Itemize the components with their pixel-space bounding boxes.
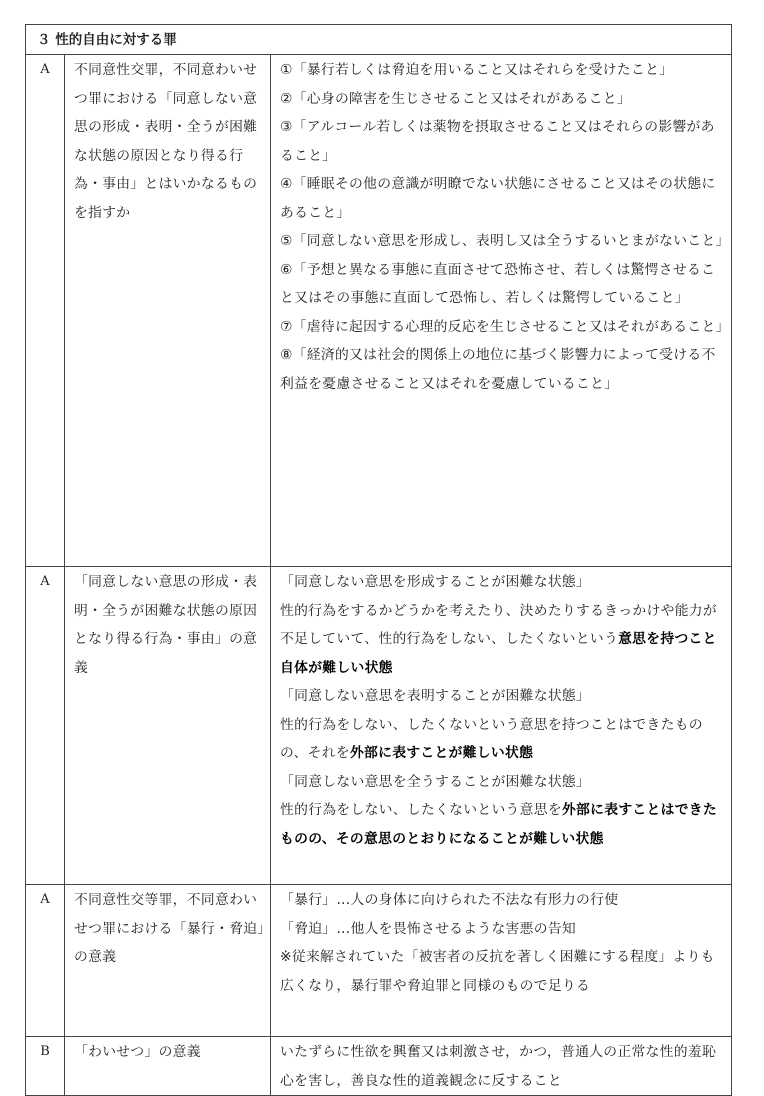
answer-item: 「暴行」…人の身体に向けられた不法な有形力の行使 — [280, 892, 619, 908]
importance-rank: A — [26, 885, 65, 1037]
answer-item: ④「睡眠その他の意識が明瞭でない状態にさせること又はその状態にあること」 — [280, 176, 716, 221]
topic-cell: 不同意性交等罪，不同意わいせつ罪における「暴行・脅迫」の意義 — [65, 885, 271, 1037]
topic-cell: 「同意しない意思の形成・表明・全うが困難な状態の原因となり得る行為・事由」の意義 — [65, 567, 271, 885]
answer-item: ②「心身の障害を生じさせること又はそれがあること」 — [280, 90, 631, 107]
emphasis: 外部に表すことはできたものの、その意思のとおりになることが難しい状態 — [280, 802, 718, 847]
answer-item: 「脅迫」…他人を畏怖させるような害悪の告知 — [280, 920, 577, 937]
answer-item: ⑦「虐待に起因する心理的反応を生じさせること又はそれがあること」 — [280, 318, 730, 335]
answer-cell — [271, 885, 732, 1037]
topic-cell: 「わいせつ」の意義 — [65, 1037, 271, 1096]
importance-rank: A — [26, 55, 65, 567]
answer-item: ③「アルコール若しくは薬物を摂取させること又はそれらの影響があること」 — [280, 119, 715, 164]
answer-heading: 「同意しない意思を形成することが困難な状態」 — [280, 574, 591, 590]
answer-item: いたずらに性欲を興奮又は刺激させ，かつ，普通人の正常な性的羞恥心を害し，善良な性的道義観念に反すること — [280, 1044, 717, 1089]
answer-item: ①「暴行若しくは脅迫を用いること又はそれらを受けたこと」 — [280, 62, 674, 78]
importance-rank: B — [26, 1037, 65, 1096]
emphasis: 外部に表すことが難しい状態 — [349, 745, 534, 761]
answer-cell — [271, 567, 732, 885]
answer-note: ※従来解されていた「被害者の反抗を著しく困難にする程度」よりも広くなり，暴行罪や脅迫罪と同様のもので足りる — [280, 949, 715, 994]
answer-item: ⑧「経済的又は社会的関係上の地位に基づく影響力によって受ける不利益を憂慮させること又はそれを憂慮していること」 — [280, 347, 716, 392]
answer-paragraph: 性的行為をするかどうかを考えたり、決めたりするきっかけや能力が不足していて、性的行為をしない、したくないという意思を持つこと自体が難しい状態 — [280, 602, 718, 676]
table-row — [26, 1037, 732, 1096]
answer-item: ⑤「同意しない意思を形成し、表明し又は全うするいとまがないこと」 — [280, 233, 730, 249]
table-row — [26, 567, 732, 885]
section-title: ３ 性的自由に対する罪 — [26, 25, 732, 55]
answer-paragraph: 性的行為をしない、したくないという意思を持つことはできたものの、それを外部に表すことが難しい状態 — [280, 716, 703, 761]
emphasis: 意思を持つこと自体が難しい状態 — [280, 631, 717, 676]
topic-cell: 不同意性交罪，不同意わいせつ罪における「同意しない意思の形成・表明・全うが困難な状態の原因となり得る行為・事由」とはいかなるものを指すか — [65, 55, 271, 567]
answer-paragraph: 性的行為をしない、したくないという意思を外部に表すことはできたものの、その意思のとおりになることが難しい状態 — [280, 802, 718, 847]
answer-cell — [271, 1037, 732, 1096]
answer-heading: 「同意しない意思を表明することが困難な状態」 — [280, 688, 591, 704]
answer-cell — [271, 55, 732, 567]
law-summary-table — [25, 24, 732, 1096]
table-row — [26, 885, 732, 1037]
table-row — [26, 55, 732, 567]
answer-item: ⑥「予想と異なる事態に直面させて恐怖させ、若しくは驚愕させること又はその事態に直面して恐怖し、若しくは驚愕していること」 — [280, 261, 716, 306]
answer-heading: 「同意しない意思を全うすることが困難な状態」 — [280, 773, 591, 790]
importance-rank: A — [26, 567, 65, 885]
